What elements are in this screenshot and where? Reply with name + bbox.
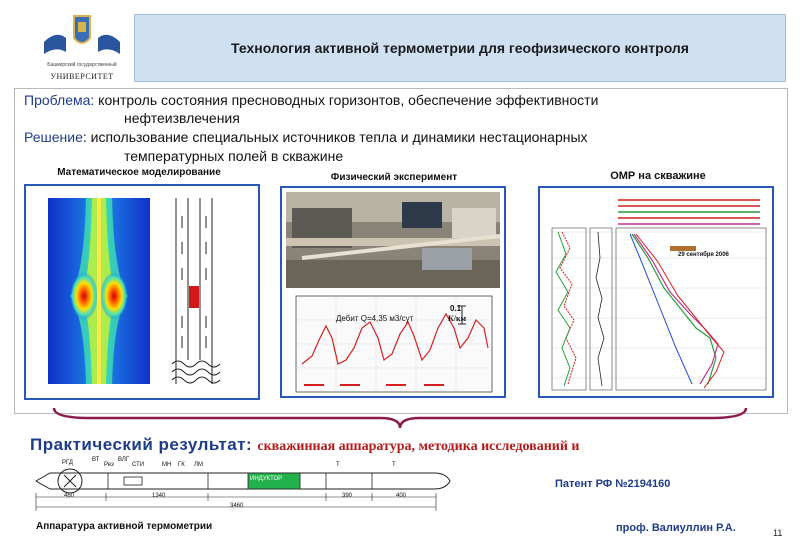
tool-dim-3460: 3460: [230, 503, 244, 509]
modeling-caption: Математическое моделирование: [57, 167, 221, 178]
curly-brace: [50, 404, 750, 430]
practical-result: [30, 435, 580, 455]
scale-value: 0.1: [450, 304, 462, 313]
flow-rate-label: Дебит Q=4,35 м3/сут: [336, 314, 414, 323]
modeling-panel: [24, 184, 260, 400]
tool-label-lm: ЛМ: [194, 462, 203, 468]
tool-label-rgd: РГД: [62, 460, 73, 466]
tool-label-sti: СТИ: [132, 462, 145, 468]
experiment-caption: Физический эксперимент: [330, 172, 458, 183]
problem-text-1: контроль состояния пресноводных горизонтов, обеспечение эффективности: [98, 92, 599, 108]
solution-label: Решение: [24, 129, 83, 145]
problem-label: Проблема:: [24, 92, 95, 108]
practical-text: скважинная аппаратура, методика исследований и: [257, 439, 580, 454]
well-log-figure: [540, 188, 772, 396]
tool-label-vlg: ВЛГ: [118, 457, 130, 463]
tool-schematic: [26, 457, 456, 517]
solution-text-1: : использование специальных источников тепла и динамики нестационарных: [82, 129, 588, 145]
tool-label-t2: Т: [392, 462, 396, 468]
patent-number: Патент РФ №2194160: [555, 478, 671, 490]
slide-title-text: Технология активной термометрии для геофизического контроля: [231, 40, 689, 56]
scale-unit: К/км: [448, 314, 467, 323]
page-number: 11: [773, 528, 783, 538]
tool-dim-400: 400: [396, 493, 407, 499]
experiment-panel: [280, 186, 506, 398]
tool-label-inductor: ИНДУКТОР: [250, 476, 283, 482]
omr-caption: ОМР на скважине: [610, 170, 706, 182]
tool-dim-390: 390: [342, 493, 353, 499]
lab-photo-and-plot: [282, 188, 504, 396]
temperature-field-figure: [26, 186, 258, 398]
problem-line-1: [24, 92, 598, 108]
omr-panel: [538, 186, 774, 398]
tool-dim-1340: 1340: [152, 493, 166, 499]
tool-caption: Аппаратура активной термометрии: [36, 521, 213, 532]
tool-label-gk: ГК: [178, 462, 185, 468]
practical-label: Практический результат: [30, 435, 246, 454]
problem-text-2: нефтеизвлечения: [124, 110, 240, 126]
logo-caption: Башкирский государственный: [47, 62, 117, 68]
tool-label-vt: ВТ: [92, 457, 100, 463]
tool-label-mn: МН: [162, 462, 172, 468]
slide-title: [134, 14, 786, 82]
solution-text-2: температурных полей в скважине: [124, 148, 344, 164]
solution-line-1: [24, 129, 588, 145]
practical-colon: :: [246, 435, 253, 454]
tool-label-rez: Рез: [104, 462, 114, 468]
log-date-label: 29 сентября 2006: [678, 252, 729, 258]
author-name: проф. Валиуллин Р.А.: [616, 522, 736, 534]
tool-label-t1: Т: [336, 462, 340, 468]
logo-name: УНИВЕРСИТЕТ: [50, 72, 114, 81]
tool-dim-460: 460: [64, 493, 75, 499]
